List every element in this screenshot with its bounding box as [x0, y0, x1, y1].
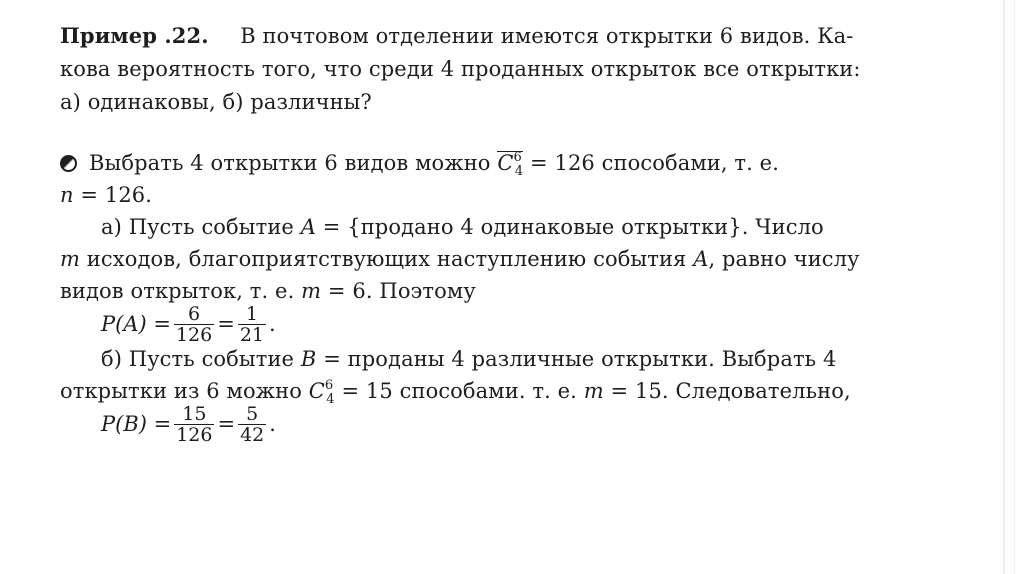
combination-with-repetition: $C^6_4$: [497, 150, 524, 179]
solution-line-5: [60, 278, 476, 304]
formula-p-b-eq: =: [217, 412, 236, 436]
solution-line-4: [60, 246, 860, 272]
solution-text-4: исходов, благоприятствующих наступлению события: [86, 247, 687, 271]
fraction-6-126: $\frac{6}{126}$: [175, 302, 213, 346]
solution-line-1: [60, 150, 779, 177]
solution-text-2: = 126.: [80, 183, 153, 207]
solution-line-2: [60, 182, 152, 208]
problem-line-2: [60, 56, 861, 82]
fraction-15-126: $\frac{15}{126}$: [176, 402, 213, 446]
formula-p-a-end: .: [269, 312, 276, 336]
part-a-intro: а) Пусть событие: [101, 215, 294, 239]
slide-frame-line-inner: [1014, 0, 1015, 574]
solution-text-7: открытки из 6 можно: [60, 379, 302, 403]
example-label: Пример .22.: [60, 23, 209, 48]
formula-p-a: [101, 302, 276, 346]
formula-p-a-lhs: P(A) =: [101, 312, 171, 336]
fraction-1-21: $\frac{1}{21}$: [239, 302, 265, 346]
part-b-event-def: = проданы 4 различные открытки. Выбрать 4: [323, 347, 837, 371]
problem-text-3: а) одинаковы, б) различны?: [60, 90, 372, 114]
part-b-intro: б) Пусть событие: [101, 347, 295, 371]
variable-m-3: m: [583, 379, 604, 403]
solution-text-4-tail: , равно числу: [708, 247, 860, 271]
fraction-5-42: $\frac{5}{42}$: [240, 402, 265, 446]
solution-text-7-tail: = 15. Следовательно,: [610, 379, 851, 403]
formula-p-b-end: .: [269, 412, 276, 436]
event-a: A: [300, 215, 316, 239]
formula-p-a-eq: =: [217, 312, 235, 336]
solution-start-icon: [60, 155, 77, 172]
variable-n: n: [60, 183, 74, 207]
formula-p-b-lhs: P(B) =: [101, 412, 172, 436]
problem-line-1: [60, 23, 853, 49]
part-a-event-def: = {продано 4 одинаковые открытки}. Число: [322, 215, 824, 239]
solution-line-6: [101, 346, 836, 372]
event-b: B: [300, 347, 317, 371]
solution-text-7-mid: = 15 способами. т. е.: [341, 379, 577, 403]
combination: $C^6_4$: [308, 378, 335, 407]
problem-text-1: В почтовом отделении имеются открытки 6 видов. Ка-: [240, 24, 854, 48]
slide-frame-line: [1003, 0, 1005, 574]
formula-p-b: [101, 402, 276, 446]
problem-line-3: [60, 89, 372, 115]
event-a-ref: A: [693, 247, 709, 271]
variable-m: m: [60, 247, 81, 271]
solution-line-3: [101, 214, 824, 240]
solution-text-1: Выбрать 4 открытки 6 видов можно: [89, 151, 491, 175]
variable-m-2: m: [301, 279, 322, 303]
problem-text-2: кова вероятность того, что среди 4 проданных открыток все открытки:: [60, 57, 861, 81]
solution-text-5: видов открыток, т. е.: [60, 279, 295, 303]
solution-text-1-tail: = 126 способами, т. е.: [530, 151, 779, 175]
solution-text-5-tail: = 6. Поэтому: [327, 279, 476, 303]
